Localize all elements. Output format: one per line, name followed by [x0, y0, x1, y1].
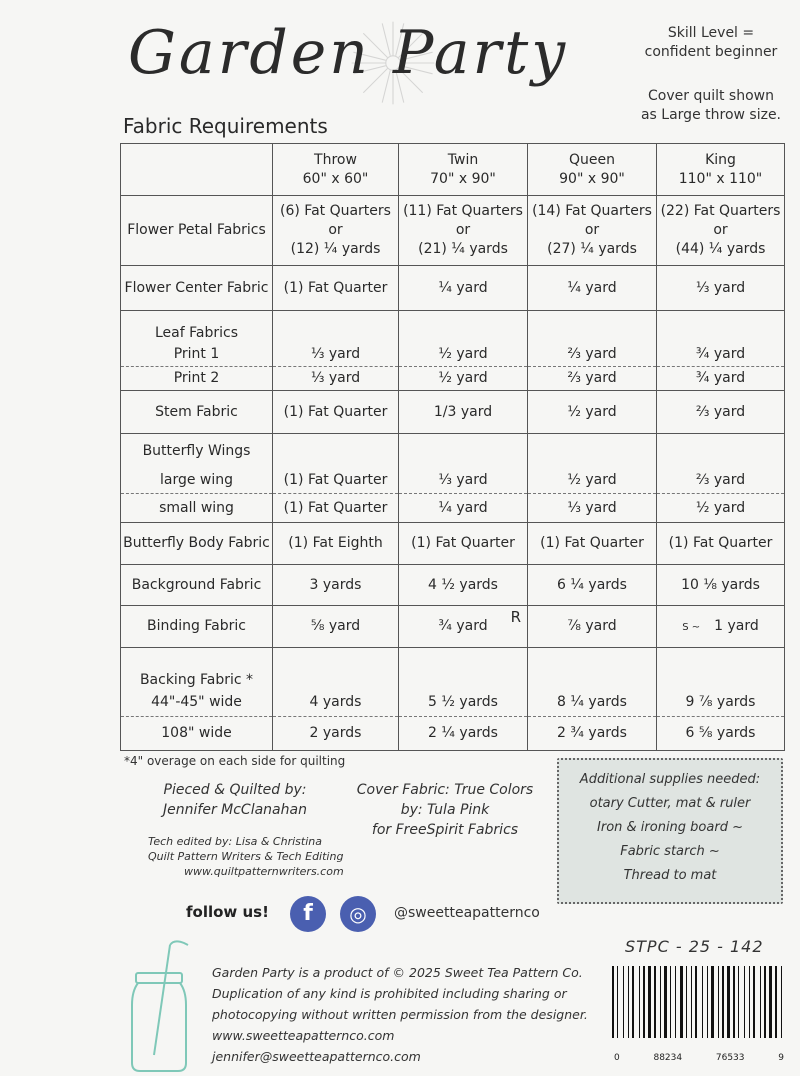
barcode-bar: [744, 966, 745, 1038]
barcode-bar: [718, 966, 719, 1038]
table-header-row: [121, 144, 785, 196]
row-label: Flower Petal Fabrics: [121, 196, 273, 266]
col-throw: Throw 60" x 60": [273, 144, 399, 196]
barcode-bar: [711, 966, 714, 1038]
barcode-bar: [722, 966, 724, 1038]
table-subrow: Print 2 ⅓ yard ½ yard ⅔ yard ¾ yard: [121, 367, 785, 391]
barcode-bar: [769, 966, 772, 1038]
barcode-bar: [639, 966, 640, 1038]
list-item: Thread to mat: [623, 868, 717, 883]
follow-label: follow us!: [186, 903, 269, 921]
barcode-bar: [660, 966, 661, 1038]
barcode-bar: [781, 966, 782, 1038]
barcode-bar: [707, 966, 708, 1038]
barcode-bar: [686, 966, 687, 1038]
table-row: [121, 311, 785, 343]
barcode-bar: [749, 966, 750, 1038]
barcode-number: 0 88234 76533 9: [614, 1053, 784, 1063]
table-row: [121, 434, 785, 469]
col-king: King 110" x 110": [657, 144, 785, 196]
fabric-requirements-table: [120, 143, 785, 751]
table-subrow: large wing (1) Fat Quarter ⅓ yard ½ yard ⅔ yard: [121, 469, 785, 494]
table-row: Stem Fabric (1) Fat Quarter 1/3 yard ½ yard ⅔ yard: [121, 391, 785, 434]
col-queen: Queen 90" x 90": [528, 144, 657, 196]
footnote: *4" overage on each side for quilting: [124, 754, 346, 768]
table-row: Flower Center Fabric (1) Fat Quarter ¼ yard ¼ yard ⅓ yard: [121, 266, 785, 311]
table-row: Flower Petal Fabrics (6) Fat Quarters or (12) ¼ yards (11) Fat Quarters or (21) ¼ yards (14) Fat Quarters or (27) ¼ yards (22) Fat Quarters or (44) ¼ yards: [121, 196, 785, 266]
row-label: Background Fabric: [121, 565, 273, 606]
handwritten-mark: R: [510, 608, 521, 626]
page-title: Garden Party: [128, 18, 569, 88]
list-item: Iron & ironing board ~: [597, 820, 743, 835]
legal-text: Garden Party is a product of © 2025 Sweet Tea Pattern Co. Duplication of any kind is prohibited including sharing or photocopying without written permission from the designer. www.sweetteapatternco.com jennifer@sweetteapatternco.com: [212, 962, 592, 1067]
barcode-bar: [738, 966, 739, 1038]
barcode-bar: [727, 966, 730, 1038]
section-title: Fabric Requirements: [123, 114, 328, 138]
table-subrow: 44"-45" wide 4 yards 5 ½ yards 8 ¼ yards 9 ⅞ yards: [121, 690, 785, 717]
list-item: Fabric starch ~: [620, 844, 720, 859]
barcode-bar: [775, 966, 777, 1038]
row-label: Butterfly Body Fabric: [121, 523, 273, 565]
supplies-box: [557, 758, 783, 904]
row-label: Flower Center Fabric: [121, 266, 273, 311]
list-item: otary Cutter, mat & ruler: [589, 796, 751, 811]
barcode-bar: [702, 966, 703, 1038]
table-subrow: Print 1 ⅓ yard ½ yard ⅔ yard ¾ yard: [121, 343, 785, 367]
mason-jar-icon: [126, 935, 196, 1075]
barcode-bar: [670, 966, 671, 1038]
facebook-icon[interactable]: f: [290, 896, 326, 932]
barcode-bar: [643, 966, 645, 1038]
barcode-bar: [617, 966, 618, 1038]
table-row: Background Fabric 3 yards 4 ½ yards 6 ¼ yards 10 ⅛ yards: [121, 565, 785, 606]
pattern-code: STPC - 25 - 142: [625, 937, 764, 956]
barcode-bar: [760, 966, 761, 1038]
skill-level: Skill Level = confident beginner: [644, 25, 778, 60]
barcode-bar: [733, 966, 735, 1038]
row-label: Butterfly Wings: [121, 434, 273, 469]
supplies-title: Additional supplies needed:: [579, 772, 761, 787]
barcode-bar: [675, 966, 676, 1038]
barcode-bar: [632, 966, 634, 1038]
row-label: Leaf Fabrics: [121, 311, 273, 343]
table-subrow: 108" wide 2 yards 2 ¼ yards 2 ¾ yards 6 ⅝ yards: [121, 717, 785, 751]
barcode-bar: [654, 966, 656, 1038]
barcode-bar: [628, 966, 629, 1038]
barcode-bar: [612, 966, 614, 1038]
social-handle[interactable]: @sweetteapatternco: [394, 905, 540, 921]
tech-edit-link[interactable]: www.quiltpatternwriters.com: [184, 865, 344, 878]
barcode-bar: [623, 966, 624, 1038]
barcode-bar: [764, 966, 766, 1038]
row-label: Stem Fabric: [121, 391, 273, 434]
barcode-icon: [610, 966, 786, 1038]
barcode-bar: [680, 966, 683, 1038]
table-row: [121, 648, 785, 690]
cover-note: Cover quilt shown as Large throw size.: [640, 88, 782, 123]
pieced-credit: Pieced & Quilted by: Jennifer McClanahan: [163, 782, 307, 818]
table-subrow: small wing (1) Fat Quarter ¼ yard ⅓ yard ½ yard: [121, 494, 785, 523]
table-row: Butterfly Body Fabric (1) Fat Eighth (1) Fat Quarter (1) Fat Quarter (1) Fat Quarter: [121, 523, 785, 565]
instagram-icon[interactable]: ◎: [340, 896, 376, 932]
row-label: Binding Fabric: [121, 606, 273, 648]
handwritten-mark: S ~: [682, 621, 701, 633]
barcode-bar: [691, 966, 692, 1038]
email-link[interactable]: jennifer@sweetteapatternco.com: [212, 1049, 421, 1064]
table-row: Binding Fabric ⅝ yard ¾ yard R ⅞ yard S ~ 1 yard: [121, 606, 785, 648]
tech-edit-credit: Tech edited by: Lisa & Christina Quilt Pattern Writers & Tech Editing www.quiltpatternwriters.com: [148, 834, 358, 879]
website-link[interactable]: www.sweetteapatternco.com: [212, 1028, 395, 1043]
cover-fabric-credit: Cover Fabric: True Colors by: Tula Pink for FreeSpirit Fabrics: [356, 782, 534, 838]
row-label: Backing Fabric *: [121, 648, 273, 690]
col-twin: Twin 70" x 90": [399, 144, 528, 196]
barcode-bar: [695, 966, 697, 1038]
barcode-bar: [753, 966, 755, 1038]
barcode-bar: [664, 966, 667, 1038]
barcode-bar: [648, 966, 651, 1038]
